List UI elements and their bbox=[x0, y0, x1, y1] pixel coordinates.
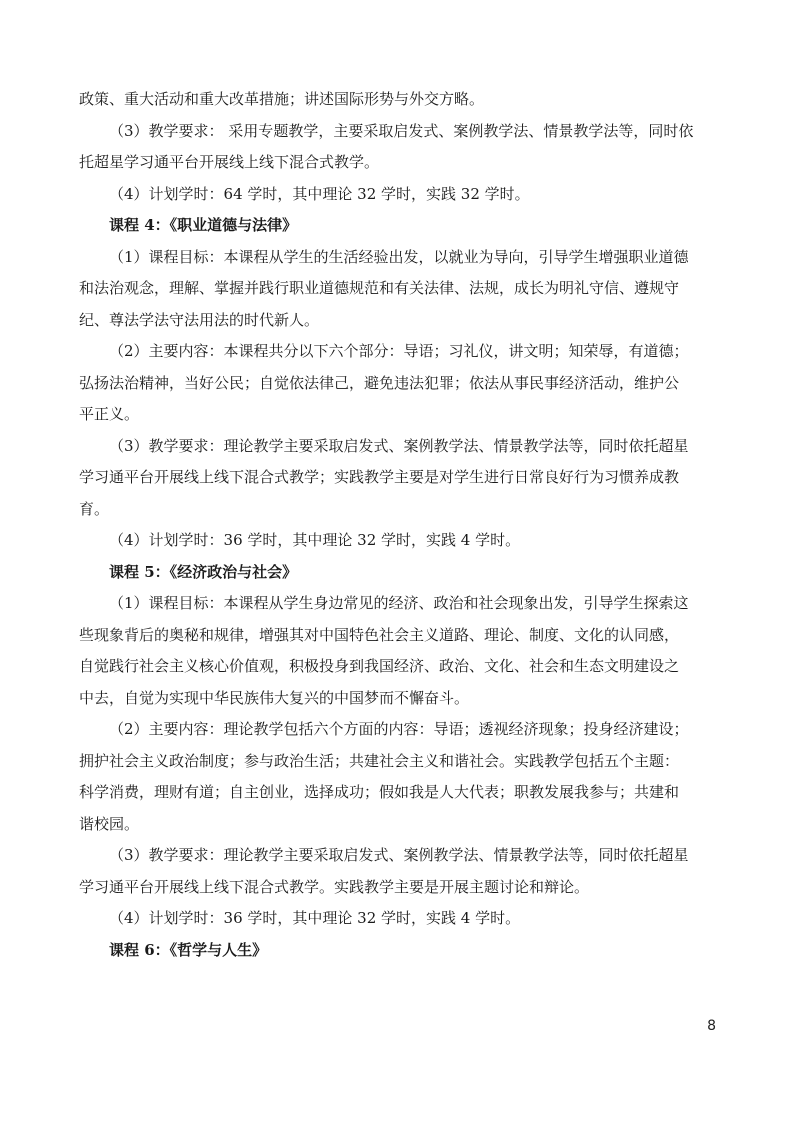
text-line: 些现象背后的奥秘和规律，增强其对中国特色社会主义道路、理论、制度、文化的认同感， bbox=[79, 625, 680, 644]
text-line: 科学消费，理财有道；自主创业，选择成功；假如我是人大代表；职教发展我参与；共建和 bbox=[79, 783, 680, 801]
text-line: 拥护社会主义政治制度；参与政治生活；共建社会主义和谐社会。实践教学包括五个主题： bbox=[79, 751, 680, 770]
text-line: 弘扬法治精神，当好公民；自觉依法律己，避免违法犯罪；依法从事民事经济活动，维护公 bbox=[79, 373, 680, 392]
text-line: （4）计划学时：64 学时，其中理论 32 学时，实践 32 学时。 bbox=[109, 184, 530, 203]
course-heading: 课程 6：《哲学与人生》 bbox=[109, 940, 268, 959]
text-line: 政策、重大活动和重大改革措施；讲述国际形势与外交方略。 bbox=[79, 90, 485, 108]
text-line: （4）计划学时：36 学时，其中理论 32 学时，实践 4 学时。 bbox=[109, 909, 521, 927]
course-heading: 课程 5：《经济政治与社会》 bbox=[109, 562, 298, 581]
document-body bbox=[79, 84, 719, 966]
text-line: 平正义。 bbox=[79, 405, 140, 423]
text-line: （2）主要内容：本课程共分以下六个部分：导语；习礼仪，讲文明；知荣辱，有道德； bbox=[109, 342, 689, 360]
text-line: 学习通平台开展线上线下混合式教学。实践教学主要是开展主题讨论和辩论。 bbox=[79, 877, 590, 896]
text-line: 和法治观念，理解、掌握并践行职业道德规范和有关法律、法规，成长为明礼守信、遵规守 bbox=[79, 279, 680, 297]
text-line: （2）主要内容：理论教学包括六个方面的内容：导语；透视经济现象；投身经济建设； bbox=[109, 720, 689, 738]
text-line: （3）教学要求： 采用专题教学，主要采取启发式、案例教学法、情景教学法等，同时依 bbox=[109, 121, 694, 140]
text-line: 学习通平台开展线上线下混合式教学；实践教学主要是对学生进行日常良好行为习惯养成教 bbox=[79, 468, 680, 486]
text-line: 谐校园。 bbox=[79, 814, 140, 833]
text-line: 纪、尊法学法守法用法的时代新人。 bbox=[79, 310, 320, 329]
text-line: （1）课程目标：本课程从学生的生活经验出发，以就业为导向，引导学生增强职业道德 bbox=[109, 247, 689, 266]
text-line: （3）教学要求：理论教学主要采取启发式、案例教学法、情景教学法等，同时依托超星 bbox=[109, 436, 689, 455]
text-line: 自觉践行社会主义核心价值观，积极投身到我国经济、政治、文化、社会和生态文明建设之 bbox=[79, 657, 680, 675]
text-line: （1）课程目标：本课程从学生身边常见的经济、政治和社会现象出发，引导学生探索这 bbox=[109, 594, 689, 612]
text-line: （3）教学要求：理论教学主要采取启发式、案例教学法、情景教学法等，同时依托超星 bbox=[109, 846, 689, 864]
text-line: 托超星学习通平台开展线上线下混合式教学。 bbox=[79, 153, 380, 171]
text-line: 育。 bbox=[79, 499, 110, 518]
course-heading: 课程 4：《职业道德与法律》 bbox=[109, 216, 298, 234]
text-line: （4）计划学时：36 学时，其中理论 32 学时，实践 4 学时。 bbox=[109, 531, 521, 549]
page-number: 8 bbox=[707, 1018, 716, 1034]
text-line: 中去，自觉为实现中华民族伟大复兴的中国梦而不懈奋斗。 bbox=[79, 688, 470, 707]
